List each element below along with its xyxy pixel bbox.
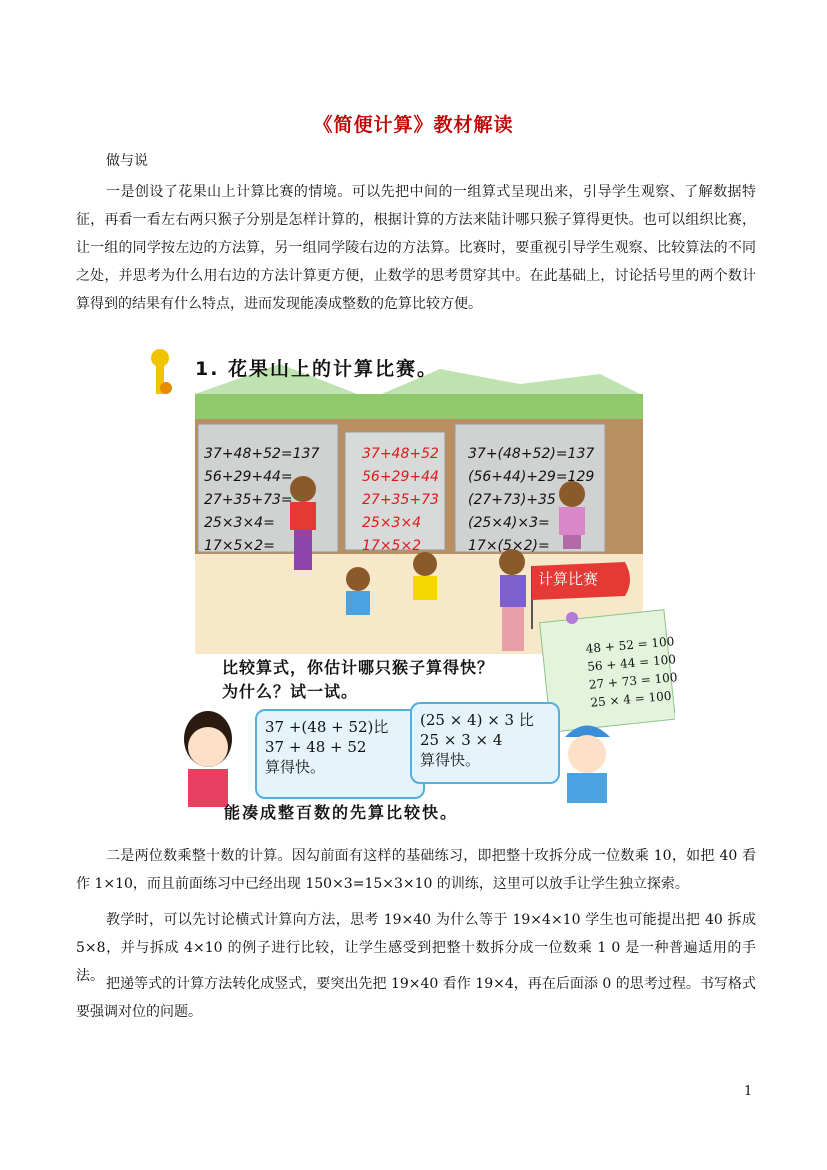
paragraph-2: 二是两位数乘整十数的计算。因勾前面有这样的基础练习，即把整十玫拆分成一位数乘 10，如把 40 看作 1×10，而且前面练习中已经出现 150×3=15×3×10 的训练，这里可以放手让学生独立探索。 — [76, 848, 756, 892]
task-title: 1. 花果山上的计算比赛。 — [195, 358, 439, 380]
monkey-referee-icon — [499, 549, 526, 651]
banner-label: 计算比赛 — [538, 570, 599, 588]
textbook-illustration — [140, 344, 679, 832]
boy-icon — [565, 726, 610, 804]
girl-icon — [184, 711, 232, 807]
speech-bubble-right: (25 × 4) × 3 比 25 × 3 × 4 算得快。 — [410, 702, 560, 784]
sticky-note-equations: 48 + 52 = 100 56 + 44 = 100 27 + 73 = 100 25 × 4 = 100 — [585, 634, 679, 710]
document-title: 《简便计算》教材解读 — [313, 114, 514, 136]
speech-bubble-left: 37 +(48 + 52)比 37 + 48 + 52 算得快。 — [255, 709, 425, 799]
left-board-equations: 37+48+52=137 56+29+44= 27+35+73= 25×3×4= 17×5×2= — [204, 446, 320, 554]
paragraph-3: 教学时，可以先讨论横式计算向方法，思考 19×40 为什么等于 19×4×10 学生也可能提出把 40 拆成 5×8，并与拆成 4×10 的例子进行比较，让学生感受到把整十数拆分成一位数乘 1 0 是一种普遍适用的手法。 — [76, 912, 756, 984]
conclusion-text: 能凑成整百数的先算比较快。 — [224, 803, 459, 822]
paragraph-1: 一是创设了花果山上计算比赛的情境。可以先把中间的一组算式呈现出来，引导学生观察、了解数据特征，再看一看左右两只猴子分别是怎样计算的，根据计算的方法来陆计哪只猴子算得更快。也可以组织比赛，让一组的同学按左边的方法算，另一组同学陵右边的方法算。比赛时，要重视引导学生观察、比较算法的不同之处，并思考为什么用右边的方法计算更方便，止数学的思考贯穿其中。在此基础上，讨论括号里的两个数计算得到的结果有什么特点，进而发现能凑成整数的危算比较方便。 — [76, 184, 756, 312]
pin-icon — [566, 612, 578, 624]
middle-board-equations: 37+48+52 56+29+44 27+35+73 25×3×4 17×5×2 — [362, 446, 439, 554]
paragraph-4: 把递等式的计算方法转化成竖式，要突出先把 19×40 看作 19×4，再在后面添 0 的思考过程。书写格式要强调对位的问题。 — [76, 976, 756, 1020]
question-text: 比较算式，你估计哪只猴子算得快？ 为什么？试一试。 — [222, 658, 495, 701]
section-heading: 做与说 — [106, 153, 148, 169]
page-number: 1 — [744, 1084, 753, 1099]
key-icon — [151, 349, 172, 394]
monkey-yellow-icon — [413, 552, 437, 600]
right-board-equations: 37+(48+52)=137 (56+44)+29=129 (27+73)+35 (25×4)×3= 17×(5×2)= — [468, 446, 595, 554]
monkey-blue-icon — [346, 567, 370, 615]
